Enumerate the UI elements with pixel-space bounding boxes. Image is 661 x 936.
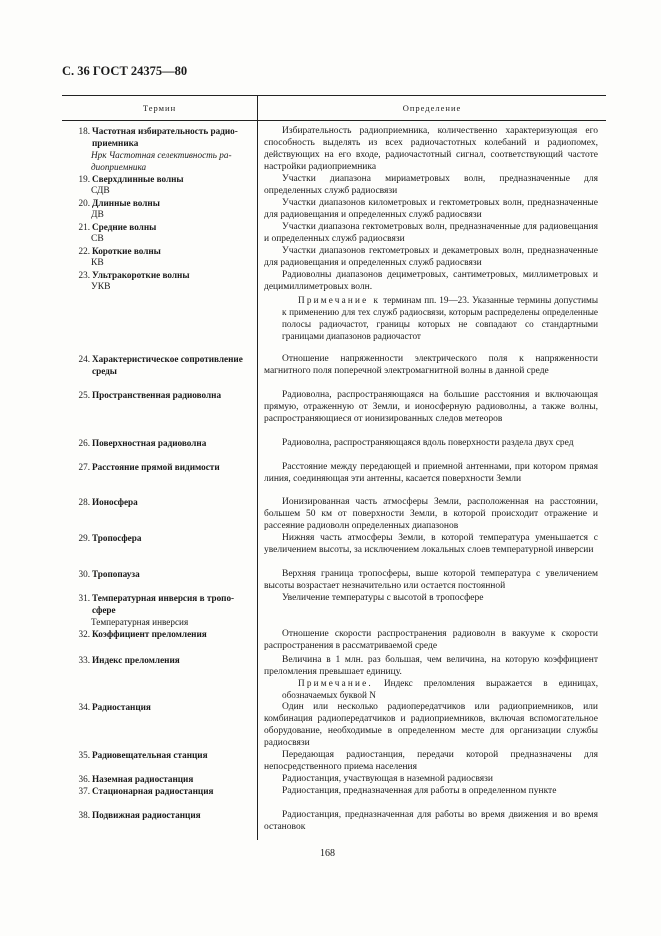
term-32 — [70, 628, 256, 640]
term-37 — [70, 785, 256, 797]
term-number: 21. — [78, 222, 90, 232]
term-name: Средние волны — [92, 222, 157, 232]
definition-38: Радиостанция, предназначенная для работы во время движения и во время остановок — [264, 810, 598, 832]
term-number: 27. — [78, 462, 90, 472]
definition-22: Участки диапазонов гектометровых и декаметровых волн, предназначенные для радиовещания и определенных служб радиосвязи — [264, 246, 598, 268]
term-abbreviation: СВ — [91, 234, 104, 244]
term-abbreviation: УКВ — [91, 282, 111, 292]
term-number: 38. — [78, 810, 90, 820]
page-header: С. 36 ГОСТ 24375—80 — [62, 64, 188, 78]
term-name: Радиовещательная станция — [92, 750, 208, 760]
term-number: 35. — [78, 750, 90, 760]
term-name: Поверхностная радиоволна — [92, 438, 207, 448]
column-divider — [257, 95, 258, 840]
term-19 — [70, 173, 256, 197]
note-text: Индекс преломления выражается в единицах, обозначаемых буквой N — [282, 678, 599, 700]
note-terms-19-23 — [282, 294, 598, 342]
term-number: 31. — [78, 593, 90, 603]
term-name: Короткие волны — [92, 246, 161, 256]
term-23 — [70, 269, 256, 293]
term-name: Подвижная радиостанция — [92, 810, 201, 820]
term-20 — [70, 197, 256, 221]
term-abbreviation: ДВ — [91, 210, 104, 220]
term-name: Расстояние прямой видимости — [92, 462, 220, 472]
column-header-term: Термин — [142, 103, 177, 113]
term-number: 22. — [78, 246, 90, 256]
term-nonrecommended: Нрк Частотная селективность ра- — [91, 150, 232, 160]
definition-37: Радиостанция, предназначенная для работы в определенном пункте — [282, 786, 557, 796]
term-22 — [70, 245, 256, 269]
term-number: 18. — [78, 126, 90, 136]
term-name-cont: приемника — [92, 138, 139, 148]
term-name: Стационарная радиостанция — [92, 786, 214, 796]
term-number: 26. — [78, 438, 90, 448]
term-36 — [70, 773, 256, 785]
term-number: 25. — [78, 390, 90, 400]
definition-18: Избирательность радиоприемника, количественно характеризующая его способность выделять из всех радиочастотных колебаний и радиопомех, действующих на его входе, радиочастотный сигнал, соответствующий частоте настройки радиоприемника — [264, 126, 598, 172]
definition-36: Радиостанция, участвующая в наземной радиосвязи — [282, 774, 493, 784]
term-number: 37. — [78, 786, 90, 796]
term-27 — [70, 461, 256, 473]
definition-31: Увеличение температуры с высотой в тропосфере — [282, 593, 484, 603]
term-number: 19. — [78, 174, 90, 184]
term-name: Наземная радиостанция — [92, 774, 194, 784]
definition-30: Верхняя граница тропосферы, выше которой температура с увеличением высоты возрастает незначительно или остается постоянной — [264, 569, 598, 591]
definition-33: Величина в 1 млн. раз большая, чем величина, на которую коэффициент преломления превышает единицу. — [264, 655, 598, 677]
term-24 — [70, 353, 256, 377]
term-26 — [70, 437, 256, 449]
term-number: 29. — [78, 533, 90, 543]
term-number: 20. — [78, 198, 90, 208]
definition-34: Один или несколько радиопередатчиков или радиоприемников, или комбинация радиопередатчиков и радиоприемников, включая вспомогательное оборудование, необходимые в определенном месте для организации службы радиосвязи — [264, 702, 598, 748]
term-number: 30. — [78, 569, 90, 579]
page-number: 168 — [320, 848, 335, 859]
definition-20: Участки диапазонов километровых и гектометровых волн, предназначенные для радиовещания и определенных служб радиосвязи — [264, 198, 598, 220]
definition-23: Радиоволны диапазонов дециметровых, сантиметровых, миллиметровых и децимиллиметровых волн. — [264, 270, 598, 292]
note-text: терминам пп. 19—23. Указанные термины допустимы к применению для тех служб радиосвязи, которым распределены определенные полосы радиочастот, границы которых не совпадают со стандартными границами диапазонов радиочастот — [282, 295, 599, 341]
definition-21: Участки диапазона гектометровых волн, предназначенные для радиовещания и определенных служб радиосвязи — [264, 222, 598, 244]
note-lead: Примечание. — [298, 678, 373, 688]
term-21 — [70, 221, 256, 245]
term-28 — [70, 496, 256, 508]
term-name-cont: среды — [92, 366, 117, 376]
definition-25: Радиоволна, распространяющаяся на большие расстояния и включающая прямую, отраженную от Земли, и ионосферную радиоволны, а также волны, распространяющиеся от ионизированных следов метеоров — [264, 390, 598, 424]
note-lead: Примечание к — [298, 295, 381, 305]
term-name: Тропосфера — [92, 533, 142, 543]
definition-27: Расстояние между передающей и приемной антеннами, при котором прямая линия, соединяющая эти антенны, касается поверхности Земли — [264, 462, 598, 484]
term-31 — [70, 592, 256, 628]
column-header-definition: Определение — [402, 103, 462, 113]
term-synonym: Температурная инверсия — [91, 617, 189, 627]
definition-29: Нижняя часть атмосферы Земли, в которой температура уменьшается с увеличением высоты, за исключением локальных слоев температурной инверсии — [264, 533, 598, 555]
table-top-rule — [62, 95, 606, 96]
definition-32: Отношение скорости распространения радиоволн в вакууме к скорости распространения в рассматриваемой среде — [264, 629, 598, 651]
term-name: Сверхдлинные волны — [92, 174, 184, 184]
term-number: 23. — [78, 270, 90, 280]
term-name: Коэффициент преломления — [92, 629, 207, 639]
term-number: 34. — [78, 702, 90, 712]
term-name: Радиостанция — [92, 702, 151, 712]
term-number: 33. — [78, 655, 90, 665]
term-29 — [70, 532, 256, 544]
definition-28: Ионизированная часть атмосферы Земли, расположенная на расстоянии, большем 50 км от поверхности Земли, в которой происходит отражение и рассеяние радиоволн определенных диапазонов — [264, 497, 598, 531]
term-name: Характеристическое сопротивление — [92, 354, 243, 364]
term-name: Частотная избирательность радио- — [92, 126, 238, 136]
term-33 — [70, 654, 256, 666]
definition-26: Радиоволна, распространяющаяся вдоль поверхности раздела двух сред — [282, 438, 574, 448]
term-name-cont: сфере — [92, 605, 116, 615]
term-name: Тропопауза — [92, 569, 140, 579]
term-name: Длинные волны — [92, 198, 160, 208]
term-abbreviation: СДВ — [91, 186, 110, 196]
term-30 — [70, 568, 256, 580]
note-term-33 — [282, 677, 598, 701]
term-number: 28. — [78, 497, 90, 507]
term-35 — [70, 749, 256, 761]
term-38 — [70, 809, 256, 821]
term-abbreviation: КВ — [91, 258, 104, 268]
term-34 — [70, 701, 256, 713]
term-name: Индекс преломления — [92, 655, 180, 665]
term-name: Ультракороткие волны — [92, 270, 190, 280]
term-nonrecommended-cont: диоприемника — [91, 162, 147, 172]
term-25 — [70, 389, 256, 401]
term-number: 36. — [78, 774, 90, 784]
term-number: 24. — [78, 354, 90, 364]
term-18 — [70, 125, 256, 173]
term-number: 32. — [78, 629, 90, 639]
definition-24: Отношение напряженности электрического поля к напряженности магнитного поля поперечной электромагнитной волны в данной среде — [264, 354, 598, 376]
term-name: Ионосфера — [92, 497, 138, 507]
definition-19: Участки диапазона мириаметровых волн, предназначенные для определенных служб радиосвязи — [264, 174, 598, 196]
term-name: Температурная инверсия в тропо- — [92, 593, 235, 603]
definition-35: Передающая радиостанция, передачи которой предназначены для непосредственного приема населения — [264, 750, 598, 772]
term-name: Пространственная радиоволна — [92, 390, 222, 400]
table-header-rule — [62, 120, 606, 121]
